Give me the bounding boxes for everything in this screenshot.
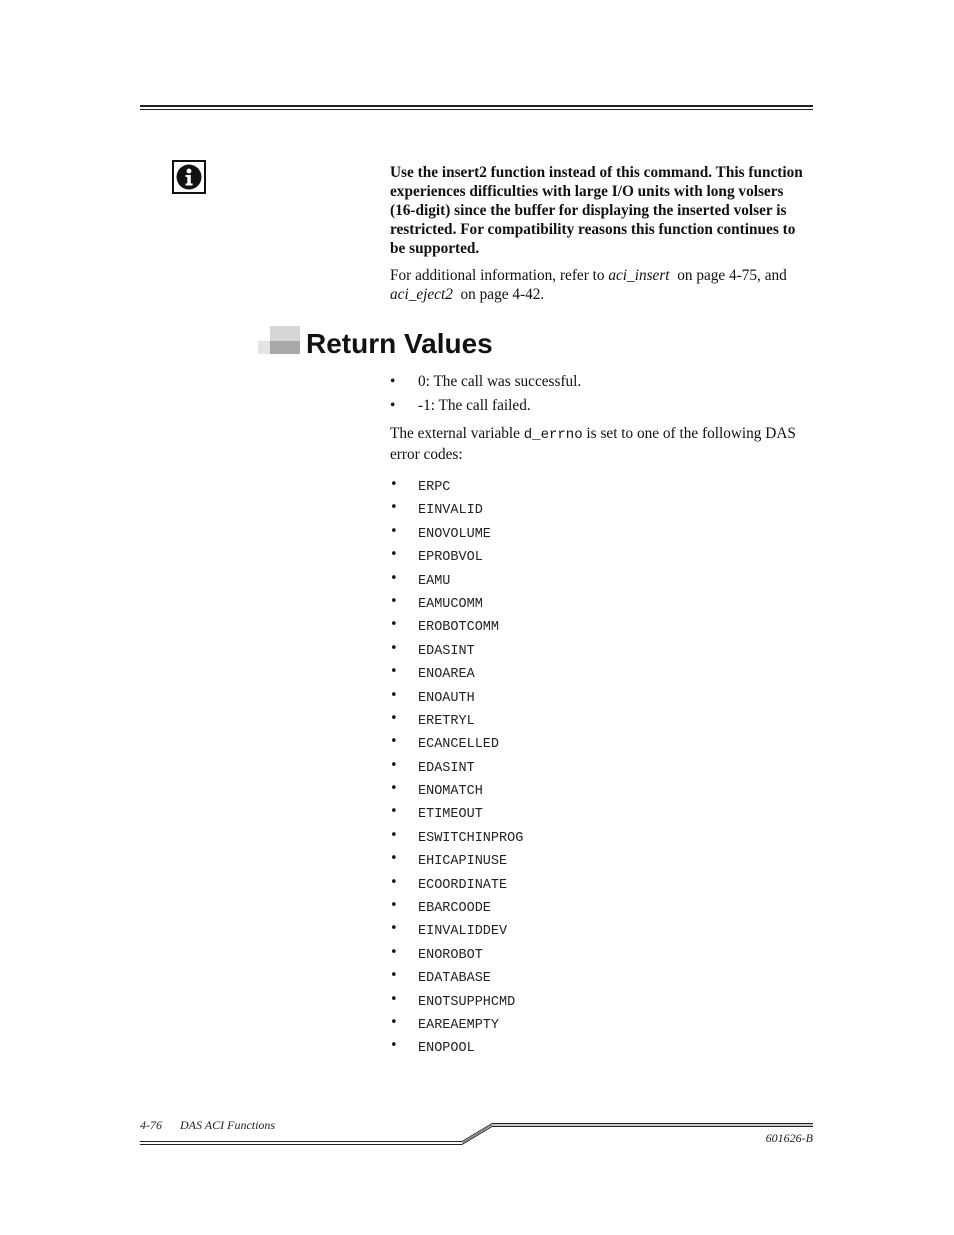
- errno-suffix: is set to one of the following DAS error codes:: [390, 425, 796, 463]
- error-code: EAMUCOMM: [418, 596, 483, 612]
- error-code: ECANCELLED: [418, 737, 500, 753]
- list-item: [390, 370, 810, 394]
- error-code-item: [390, 917, 810, 940]
- aci-insert-reference[interactable]: aci_insert: [608, 267, 670, 284]
- document-id: 601626-B: [765, 1131, 813, 1145]
- bullet: •: [390, 547, 398, 563]
- errno-variable: d_errno: [523, 427, 583, 443]
- error-code-item: [390, 1034, 810, 1057]
- error-code: EDATABASE: [418, 971, 491, 987]
- bullet: •: [390, 570, 398, 586]
- info-prefix: For additional information, refer to: [390, 267, 609, 284]
- bullet: •: [390, 617, 398, 633]
- additional-info: [390, 266, 810, 304]
- bullet: •: [390, 874, 398, 890]
- error-code: ENOVOLUME: [418, 526, 491, 542]
- result-failed: -1: The call failed.: [418, 397, 531, 414]
- aci-eject2-reference[interactable]: aci_eject2: [390, 286, 453, 303]
- error-code-item: [390, 730, 810, 753]
- bullet: •: [390, 477, 398, 492]
- error-code: EAMU: [418, 573, 451, 589]
- error-code-item: [390, 473, 810, 496]
- error-code: EINVALIDDEV: [418, 924, 508, 940]
- list-item: [390, 394, 810, 418]
- error-code: ENOTSUPPHCMD: [418, 994, 516, 1010]
- bullet: •: [390, 1038, 398, 1054]
- bullet: •: [390, 991, 398, 1007]
- error-code-item: [390, 847, 810, 870]
- bullet: •: [390, 968, 398, 984]
- bullet: •: [390, 827, 398, 843]
- error-code-item: [390, 637, 810, 660]
- bullet: •: [390, 781, 398, 797]
- error-code-item: [390, 707, 810, 730]
- error-code: EROBOTCOMM: [418, 620, 500, 636]
- error-code: ERETRYL: [418, 713, 475, 729]
- bullet: •: [390, 593, 398, 609]
- error-code-item: [390, 520, 810, 543]
- error-code-item: [390, 800, 810, 823]
- return-value-list: [390, 370, 810, 418]
- error-code: ENOPOOL: [418, 1041, 475, 1057]
- info-mid: on page 4-75, and: [669, 267, 791, 284]
- error-code: EDASINT: [418, 643, 475, 659]
- error-code: ENOAREA: [418, 667, 475, 683]
- error-code: ENOMATCH: [418, 784, 483, 800]
- chapter-title: DAS ACI Functions: [180, 1118, 276, 1132]
- error-code-item: [390, 964, 810, 987]
- bullet: •: [390, 397, 396, 414]
- error-code-item: [390, 824, 810, 847]
- error-code-item: [390, 684, 810, 707]
- error-code-item: [390, 941, 810, 964]
- error-code-list: [390, 473, 810, 1058]
- errno-prefix: The external variable: [390, 425, 524, 442]
- page-number: 4-76: [140, 1118, 162, 1132]
- error-code-item: [390, 894, 810, 917]
- error-code-item: [390, 567, 810, 590]
- note-text: Use the insert2 function instead of this command. This function experiences difficulties with large I/O units with long volsers (16-digit) since the buffer for displaying the inserted volser is restricted. For compatibility reasons this function continues to be supported.: [390, 164, 803, 257]
- error-code: EHICAPINUSE: [418, 854, 508, 870]
- bullet: •: [390, 523, 398, 539]
- error-code: EAREAEMPTY: [418, 1017, 500, 1033]
- error-code: ERPC: [418, 480, 451, 495]
- error-code: EDASINT: [418, 760, 475, 776]
- errno-paragraph: [390, 424, 810, 464]
- error-code-item: [390, 871, 810, 894]
- section-heading: Return Values: [306, 328, 493, 359]
- result-success: 0: The call was successful.: [418, 373, 582, 390]
- bullet: •: [390, 921, 398, 937]
- header-rule-top: [140, 105, 813, 107]
- error-code-item: [390, 1011, 810, 1034]
- error-code-item: [390, 754, 810, 777]
- bullet: •: [390, 734, 398, 750]
- error-code-item: [390, 613, 810, 636]
- bullet: •: [390, 1014, 398, 1030]
- error-code-item: [390, 988, 810, 1011]
- error-code: ECOORDINATE: [418, 877, 508, 893]
- bullet: •: [390, 664, 398, 680]
- bullet: •: [390, 640, 398, 656]
- bullet: •: [390, 710, 398, 726]
- bullet: •: [390, 500, 398, 516]
- error-code-item: [390, 496, 810, 519]
- error-code: ENOROBOT: [418, 947, 483, 963]
- error-code: ESWITCHINPROG: [418, 830, 524, 846]
- error-code-item: [390, 543, 810, 566]
- bullet: •: [390, 944, 398, 960]
- info-suffix: on page 4-42.: [452, 286, 545, 303]
- bullet: •: [390, 804, 398, 820]
- error-code: EBARCOODE: [418, 901, 491, 917]
- bullet: •: [390, 373, 396, 390]
- bullet: •: [390, 898, 398, 914]
- bullet: •: [390, 757, 398, 773]
- info-icon: [172, 160, 206, 194]
- error-code-item: [390, 777, 810, 800]
- error-code-item: [390, 590, 810, 613]
- heading-decoration: [258, 326, 300, 356]
- error-code: EINVALID: [418, 503, 483, 519]
- error-code: ENOAUTH: [418, 690, 475, 706]
- error-code: ETIMEOUT: [418, 807, 483, 823]
- error-code-item: [390, 660, 810, 683]
- header-rule-bottom: [140, 109, 813, 110]
- bullet: •: [390, 851, 398, 867]
- bullet: •: [390, 687, 398, 703]
- error-code: EPROBVOL: [418, 550, 483, 566]
- footer-left: [140, 1118, 275, 1133]
